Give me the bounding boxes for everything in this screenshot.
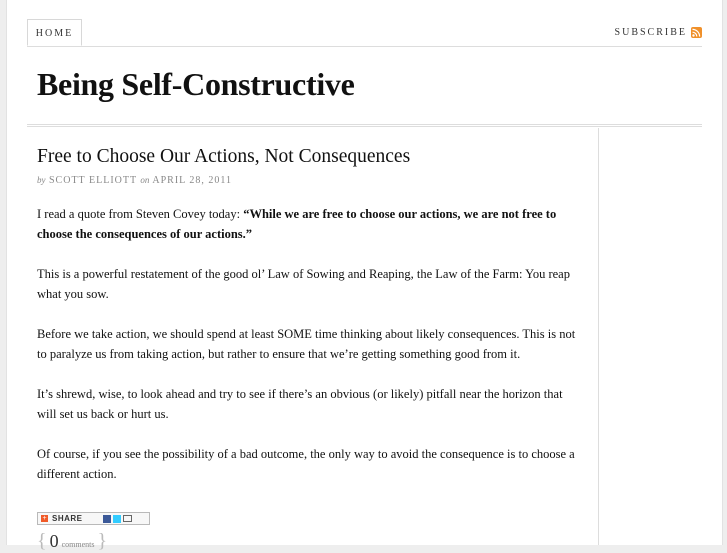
nav-home-tab[interactable]: HOME — [27, 19, 82, 46]
twitter-icon — [113, 515, 121, 523]
paragraph-3: Before we take action, we should spend at least SOME time thinking about likely consequences. This is not to paralyze us from taking action, but rather to ensure that we’re getting something good from it. — [37, 327, 576, 361]
post-date: APRIL 28, 2011 — [152, 175, 233, 186]
paragraph-5: Of course, if you see the possibility of a bad outcome, the only way to avoid the consequence is to choose a different action. — [37, 447, 575, 481]
post-content — [37, 204, 582, 484]
top-navigation — [27, 19, 702, 47]
header-divider — [27, 124, 702, 127]
page — [6, 0, 723, 552]
comments-open-brace: { — [37, 530, 47, 552]
comments-count: 0 — [49, 531, 59, 551]
sidebar-divider — [598, 128, 599, 545]
comments-close-brace: } — [97, 530, 108, 552]
paragraph-2: This is a powerful restatement of the good ol’ Law of Sowing and Reaping, the Law of the Farm: You reap what you sow. — [37, 267, 570, 301]
comments-link[interactable] — [37, 530, 107, 553]
rss-icon[interactable] — [691, 27, 702, 38]
post-byline — [37, 175, 582, 186]
plus-icon: + — [42, 515, 47, 522]
post — [37, 146, 582, 504]
post-author[interactable]: SCOTT ELLIOTT — [49, 175, 137, 186]
subscribe-label: SUBSCRIBE — [614, 26, 687, 38]
byline-by: by — [37, 175, 46, 185]
email-icon — [123, 515, 132, 522]
site-title[interactable]: Being Self-Constructive — [37, 66, 355, 102]
paragraph-1 — [37, 204, 582, 244]
share-button[interactable] — [37, 512, 150, 525]
comments-label: comments — [61, 540, 95, 549]
post-title[interactable]: Free to Choose Our Actions, Not Consequences — [37, 146, 411, 167]
byline-on: on — [140, 175, 150, 185]
facebook-icon — [103, 515, 111, 523]
covey-quote: “While we are free to choose our actions, we are not free to choose the consequences of our actions.” — [37, 207, 557, 241]
paragraph-4: It’s shrewd, wise, to look ahead and try to see if there’s an obvious (or likely) pitfall near the horizon that will set us back or hurt us. — [37, 387, 563, 421]
subscribe-link[interactable] — [615, 25, 702, 39]
paragraph-1-intro: I read a quote from Steven Covey today: — [37, 207, 244, 221]
share-label: SHARE — [52, 514, 83, 523]
